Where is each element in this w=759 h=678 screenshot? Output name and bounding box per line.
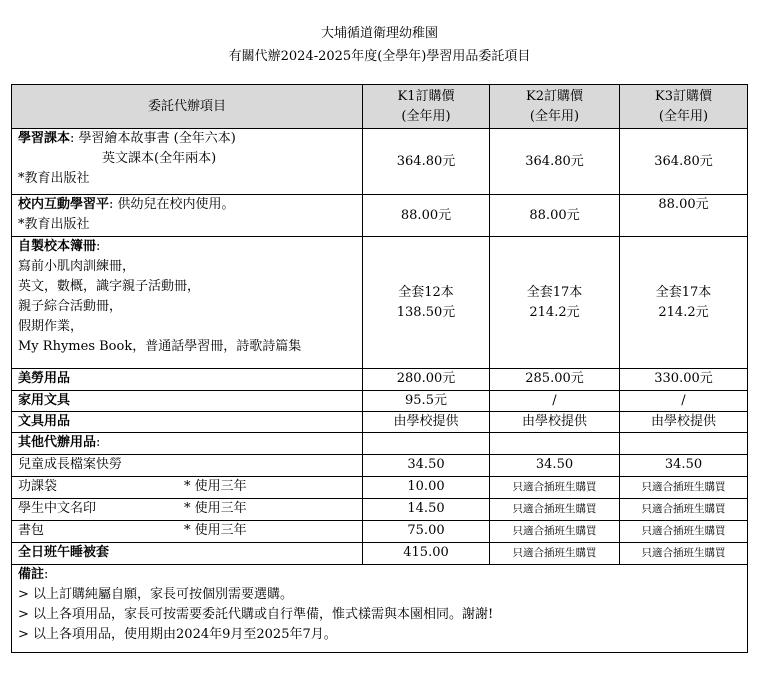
others-item-k1: 14.50	[363, 499, 490, 521]
art-k2: 285.00元	[490, 369, 620, 391]
row-home	[12, 391, 748, 412]
textbooks-k2: 364.80元	[490, 129, 620, 195]
textbooks-desc: 學習課本: 學習繪本故事書 (全年六本) 英文課本(全年兩本) *教育出版社	[12, 129, 363, 195]
row-others-item	[12, 477, 748, 499]
booklets-k3: 全套17本 214.2元	[620, 237, 748, 369]
row-textbooks	[12, 129, 748, 195]
row-nap	[12, 543, 748, 565]
textbooks-k1: 364.80元	[363, 129, 490, 195]
header-k2: K2訂購價 (全年用)	[490, 85, 620, 129]
others-item-k2: 只適合插班生購買	[490, 477, 620, 499]
home-title: 家用文具	[12, 391, 363, 412]
header-item: 委託代辦項目	[12, 85, 363, 129]
row-notes	[12, 565, 748, 653]
nap-k3: 只適合插班生購買	[620, 543, 748, 565]
others-title: 其他代辦用品:	[12, 433, 363, 455]
booklets-k2: 全套17本 214.2元	[490, 237, 620, 369]
header-row	[12, 85, 748, 129]
notes-cell: 備註: > 以上訂購純屬自願，家長可按個別需要選購。 > 以上各項用品，家長可按需要委託代購或自行準備，惟式樣需與本園相同。謝謝! > 以上各項用品，使用期由2024年9月至2025年7月。	[12, 565, 748, 653]
stationery-title: 文具用品	[12, 412, 363, 433]
art-k1: 280.00元	[363, 369, 490, 391]
others-item-k2: 只適合插班生購買	[490, 499, 620, 521]
school-name: 大埔循道衛理幼稚園	[320, 26, 438, 41]
others-item-name: 書包 * 使用三年	[12, 521, 363, 543]
others-item-name: 功課袋 * 使用三年	[12, 477, 363, 499]
others-item-k1: 75.00	[363, 521, 490, 543]
note-item: > 以上各項用品，使用期由2024年9月至2025年7月。	[18, 627, 337, 642]
platform-desc: 校内互動學習平: 供幼兒在校内使用。 *教育出版社	[12, 195, 363, 237]
others-item-k3: 34.50	[620, 455, 748, 477]
others-item-k1: 34.50	[363, 455, 490, 477]
others-item-name: 兒童成長檔案快勞	[12, 455, 363, 477]
textbooks-k3: 364.80元	[620, 129, 748, 195]
header-k1: K1訂購價 (全年用)	[363, 85, 490, 129]
stationery-k1: 由學校提供	[363, 412, 490, 433]
others-item-k3: 只適合插班生購買	[620, 499, 748, 521]
row-platform	[12, 195, 748, 237]
others-item-k3: 只適合插班生購買	[620, 521, 748, 543]
stationery-k2: 由學校提供	[490, 412, 620, 433]
others-item-k2: 34.50	[490, 455, 620, 477]
row-others-item	[12, 455, 748, 477]
stationery-k3: 由學校提供	[620, 412, 748, 433]
note-item: > 以上各項用品，家長可按需要委託代購或自行準備，惟式樣需與本園相同。謝謝!	[18, 607, 494, 622]
others-item-name: 學生中文名印 * 使用三年	[12, 499, 363, 521]
row-booklets	[12, 237, 748, 369]
others-item-k1: 10.00	[363, 477, 490, 499]
home-k1: 95.5元	[363, 391, 490, 412]
others-item-k3: 只適合插班生購買	[620, 477, 748, 499]
platform-k3: 88.00元	[620, 195, 748, 237]
nap-k1: 415.00	[363, 543, 490, 565]
document-title: 有關代辦2024-2025年度(全學年)學習用品委託項目	[228, 49, 531, 64]
booklets-desc: 自製校本簿冊: 寫前小肌肉訓練冊， 英文，數概，識字親子活動冊， 親子綜合活動冊， 假期作業， My Rhymes Book，普通話學習冊，詩歌詩篇集	[12, 237, 363, 369]
platform-k2: 88.00元	[490, 195, 620, 237]
others-item-k2: 只適合插班生購買	[490, 521, 620, 543]
art-title: 美勞用品	[12, 369, 363, 391]
supplies-table	[11, 84, 748, 653]
home-k2: /	[490, 391, 620, 412]
row-others-item	[12, 499, 748, 521]
booklets-k1: 全套12本 138.50元	[363, 237, 490, 369]
art-k3: 330.00元	[620, 369, 748, 391]
note-item: > 以上訂購純屬自願，家長可按個別需要選購。	[18, 587, 294, 602]
header-k3: K3訂購價 (全年用)	[620, 85, 748, 129]
row-art	[12, 369, 748, 391]
home-k3: /	[620, 391, 748, 412]
platform-k1: 88.00元	[363, 195, 490, 237]
row-stationery	[12, 412, 748, 433]
row-others-item	[12, 521, 748, 543]
nap-k2: 只適合插班生購買	[490, 543, 620, 565]
nap-title: 全日班午睡被套	[12, 543, 363, 565]
row-others-title	[12, 433, 748, 455]
